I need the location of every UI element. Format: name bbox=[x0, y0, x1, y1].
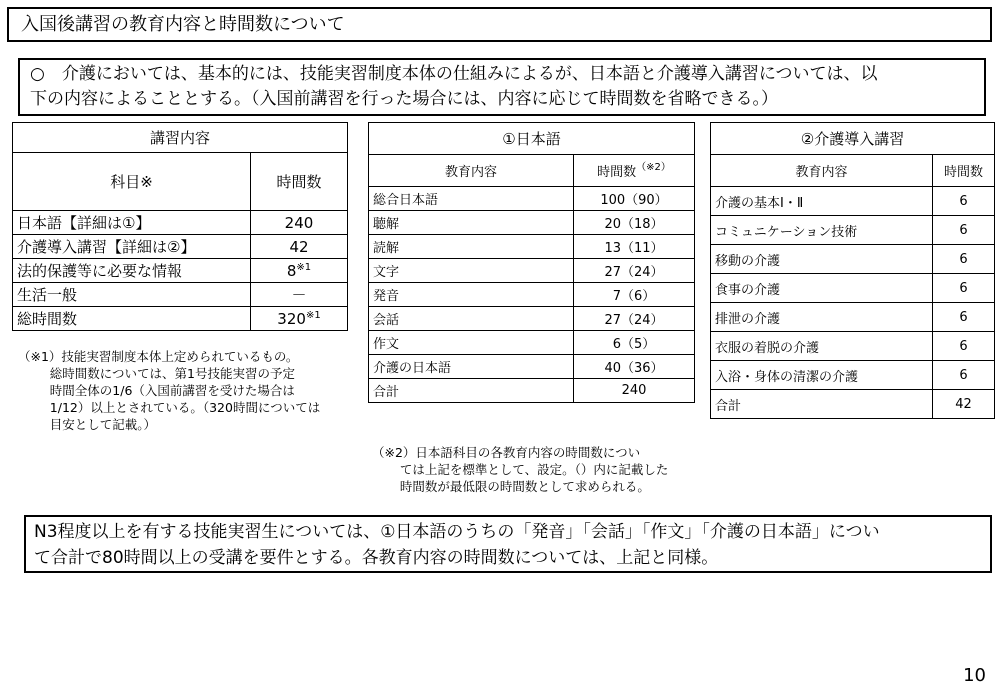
hours-cell: 40（36） bbox=[574, 355, 695, 379]
table-row bbox=[711, 390, 995, 419]
content-cell: 移動の介護 bbox=[711, 245, 933, 274]
content-cell: 合計 bbox=[369, 379, 574, 403]
hours-cell: 6 bbox=[933, 245, 995, 274]
course-content-table bbox=[12, 122, 348, 331]
content-cell: 排泄の介護 bbox=[711, 303, 933, 332]
table-row bbox=[13, 283, 348, 307]
table-row bbox=[711, 303, 995, 332]
table3-title: ②介護導入講習 bbox=[711, 123, 995, 155]
table-row bbox=[13, 307, 348, 331]
hours-cell: － bbox=[251, 283, 348, 307]
table-row bbox=[369, 283, 695, 307]
intro-line-1: ○ 介護においては、基本的には、技能実習制度本体の仕組みによるが、日本語と介護導入講習については、以 bbox=[30, 64, 878, 84]
table1-note: （※1）技能実習制度本体上定められているもの。 総時間数については、第1号技能実習の予定 時間全体の1/6（入国前講習を受けた場合は 1/12）以上とされている。（320時間については 目安として記載。） bbox=[18, 349, 321, 432]
content-cell: コミュニケーション技術 bbox=[711, 216, 933, 245]
table-row bbox=[369, 259, 695, 283]
table-row bbox=[369, 235, 695, 259]
content-cell: 食事の介護 bbox=[711, 274, 933, 303]
hours-cell: 6（5） bbox=[574, 331, 695, 355]
hours-cell: 13（11） bbox=[574, 235, 695, 259]
table-row bbox=[13, 235, 348, 259]
hours-cell: 27（24） bbox=[574, 259, 695, 283]
hours-cell: 6 bbox=[933, 187, 995, 216]
content-cell: 文字 bbox=[369, 259, 574, 283]
hours-cell: 100（90） bbox=[574, 187, 695, 211]
content-cell: 介護の基本Ⅰ・Ⅱ bbox=[711, 187, 933, 216]
table-row bbox=[369, 211, 695, 235]
table-row bbox=[711, 245, 995, 274]
care-intro-table bbox=[710, 122, 995, 419]
content-cell: 発音 bbox=[369, 283, 574, 307]
table-row bbox=[711, 274, 995, 303]
table-row bbox=[369, 379, 695, 403]
table2-title: ①日本語 bbox=[369, 123, 695, 155]
footnote-mark: ※1 bbox=[296, 261, 312, 273]
hours-cell: 6 bbox=[933, 303, 995, 332]
content-cell: 聴解 bbox=[369, 211, 574, 235]
table2-col-content: 教育内容 bbox=[369, 155, 574, 187]
table-row bbox=[711, 361, 995, 390]
requirement-box bbox=[24, 515, 992, 573]
hours-header-label: 時間数 bbox=[597, 165, 637, 180]
hours-cell: 6 bbox=[933, 332, 995, 361]
requirement-line-2: て合計で80時間以上の受講を要件とする。各教育内容の時間数については、上記と同様。 bbox=[34, 548, 719, 568]
table-row bbox=[369, 355, 695, 379]
table-row bbox=[13, 259, 348, 283]
content-cell: 合計 bbox=[711, 390, 933, 419]
hours-cell: 20（18） bbox=[574, 211, 695, 235]
content-cell: 読解 bbox=[369, 235, 574, 259]
table-row bbox=[369, 187, 695, 211]
table2-note: （※2）日本語科目の各教育内容の時間数につい ては上記を標準として、設定。（）内に記載した 時間数が最低限の時間数として求められる。 bbox=[372, 445, 669, 494]
table3-col-content: 教育内容 bbox=[711, 155, 933, 187]
intro-box bbox=[18, 58, 986, 116]
table1-col-subject: 科目※ bbox=[13, 153, 251, 211]
table3-col-hours: 時間数 bbox=[933, 155, 995, 187]
table-row bbox=[13, 211, 348, 235]
table-row bbox=[369, 331, 695, 355]
subject-cell: 法的保護等に必要な情報 bbox=[13, 259, 251, 283]
table-row bbox=[711, 216, 995, 245]
content-cell: 作文 bbox=[369, 331, 574, 355]
subject-cell: 介護導入講習【詳細は②】 bbox=[13, 235, 251, 259]
content-cell: 入浴・身体の清潔の介護 bbox=[711, 361, 933, 390]
intro-line-2: 下の内容によることとする。（入国前講習を行った場合には、内容に応じて時間数を省略できる。） bbox=[30, 89, 778, 109]
requirement-line-1: N3程度以上を有する技能実習生については、①日本語のうちの「発音」「会話」「作文」「介護の日本語」につい bbox=[34, 522, 880, 542]
table-row bbox=[711, 187, 995, 216]
hours-cell: 6 bbox=[933, 274, 995, 303]
table-row bbox=[369, 307, 695, 331]
hours-cell bbox=[251, 259, 348, 283]
hours-cell: 6 bbox=[933, 216, 995, 245]
page-title: 入国後講習の教育内容と時間数について bbox=[7, 7, 992, 42]
hours-cell: 240 bbox=[574, 379, 695, 403]
hours-cell: 27（24） bbox=[574, 307, 695, 331]
table1-col-hours: 時間数 bbox=[251, 153, 348, 211]
table2-col-hours bbox=[574, 155, 695, 187]
content-cell: 総合日本語 bbox=[369, 187, 574, 211]
content-cell: 会話 bbox=[369, 307, 574, 331]
hours-value: 8 bbox=[286, 261, 297, 280]
content-cell: 介護の日本語 bbox=[369, 355, 574, 379]
table-row bbox=[711, 332, 995, 361]
subject-cell: 日本語【詳細は①】 bbox=[13, 211, 251, 235]
hours-value: 320 bbox=[277, 309, 306, 328]
page-number: 10 bbox=[963, 665, 986, 686]
hours-cell: 7（6） bbox=[574, 283, 695, 307]
subject-cell: 生活一般 bbox=[13, 283, 251, 307]
hours-cell: 42 bbox=[251, 235, 348, 259]
hours-cell: 6 bbox=[933, 361, 995, 390]
table1-title: 講習内容 bbox=[13, 123, 348, 153]
hours-cell: 42 bbox=[933, 390, 995, 419]
footnote-mark: （※2） bbox=[636, 162, 671, 173]
japanese-language-table bbox=[368, 122, 695, 403]
footnote-mark: ※1 bbox=[305, 309, 321, 321]
subject-cell: 総時間数 bbox=[13, 307, 251, 331]
hours-cell bbox=[251, 307, 348, 331]
hours-cell: 240 bbox=[251, 211, 348, 235]
content-cell: 衣服の着脱の介護 bbox=[711, 332, 933, 361]
